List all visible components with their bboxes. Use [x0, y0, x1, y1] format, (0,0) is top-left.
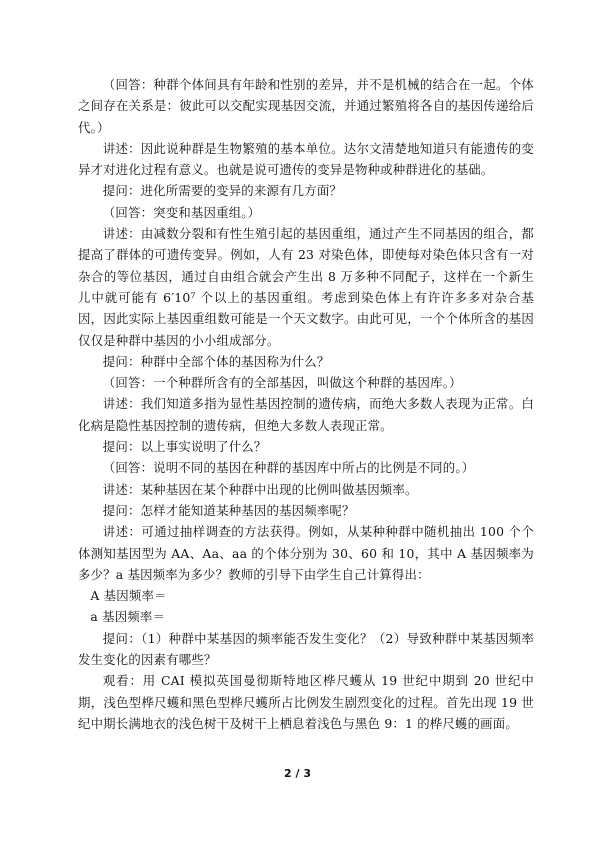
paragraph-question-frequency-change: 提问：（1）种群中某基因的频率能否发生变化？（2）导致种群中某基因频率发生变化的因素有哪些？: [78, 630, 534, 668]
paragraph-question-variation-source: 提问：进化所需要的变异的来源有几方面？: [102, 183, 343, 199]
paragraph-lecture-reproduction-unit: 讲述：因此说种群是生物繁殖的基本单位。达尔文清楚地知道只有能遗传的变异才对进化过程有意义。也就是说可遗传的变异是物种或种群进化的基础。: [78, 140, 534, 178]
paragraph-lecture-genetic-disease: 讲述：我们知道多指为显性基因控制的遗传病，而绝大多数人表现为正常。白化病是隐性基因控制的遗传病，但绝大多数人表现正常。: [78, 396, 534, 433]
paragraph-question-facts: 提问：以上事实说明了什么？: [102, 439, 267, 455]
document-body: [78, 74, 534, 734]
paragraph-answer-mutation: （回答：突变和基因重组。）: [102, 204, 261, 220]
paragraph-lecture-recombination: 讲述：由减数分裂和有性生殖引起的基因重组，通过产生不同基因的组合，都提高了群体的可遗传变异。例如，人有 23 对染色体，即使每对染色体只含有一对杂合的等位基因，通过自由组合就会产生出 8 万多种不同配子，这样在一个新生儿中就可能有 6′10⁷ 个以上的基因重组。考虑到染色体上有许许多多对杂合基因，因此实际上基因重组数可能是一个天文数字。由此可见，一个个体所含的基因仅仅是种群中基因的小小组成部分。: [78, 226, 534, 348]
paragraph-lecture-sampling: 讲述：可通过抽样调查的方法获得。例如，从某种种群中随机抽出 100 个个体测知基因型为 AA、Aa、aa 的个体分别为 30、60 和 10，其中 A 基因频率为多少？a 基因频率为多少？教师的引导下由学生自己计算得出：: [78, 524, 534, 582]
paragraph-answer-gene-pool: （回答：一个种群所含有的全部基因，叫做这个种群的基因库。）: [102, 375, 462, 391]
paragraph-answer-individual-relations: （回答：种群个体间具有年龄和性别的差异，并不是机械的结合在一起。个体之间存在关系是：彼此可以交配实现基因交流，并通过繁殖将各自的基因传递给后代。）: [78, 77, 534, 135]
paragraph-question-how-to-know: 提问：怎样才能知道某种基因的基因频率呢？: [102, 502, 355, 518]
paragraph-a-lower-frequency: a 基因频率＝: [90, 609, 166, 625]
paragraph-question-gene-pool: 提问：种群中全部个体的基因称为什么？: [102, 353, 330, 369]
paragraph-a-frequency: A 基因频率＝: [90, 588, 167, 604]
page-number: 2 / 3: [284, 767, 311, 780]
paragraph-lecture-gene-frequency: 讲述：某种基因在某个种群中出现的比例叫做基因频率。: [102, 481, 418, 497]
paragraph-answer-proportion: （回答：说明不同的基因在种群的基因库中所占的比例是不同的。）: [102, 460, 475, 476]
paragraph-watch-peppered-moth: 观看：用 CAI 模拟英国曼彻斯特地区桦尺蠖从 19 世纪中期到 20 世纪中期，浅色型桦尺蠖和黑色型桦尺蠖所占比例发生剧烈变化的过程。首先出现 19 世纪中期长满地衣的浅色树干及树干上栖息着浅色与黑色 9：1 的桦尺蠖的画面。: [78, 673, 534, 731]
